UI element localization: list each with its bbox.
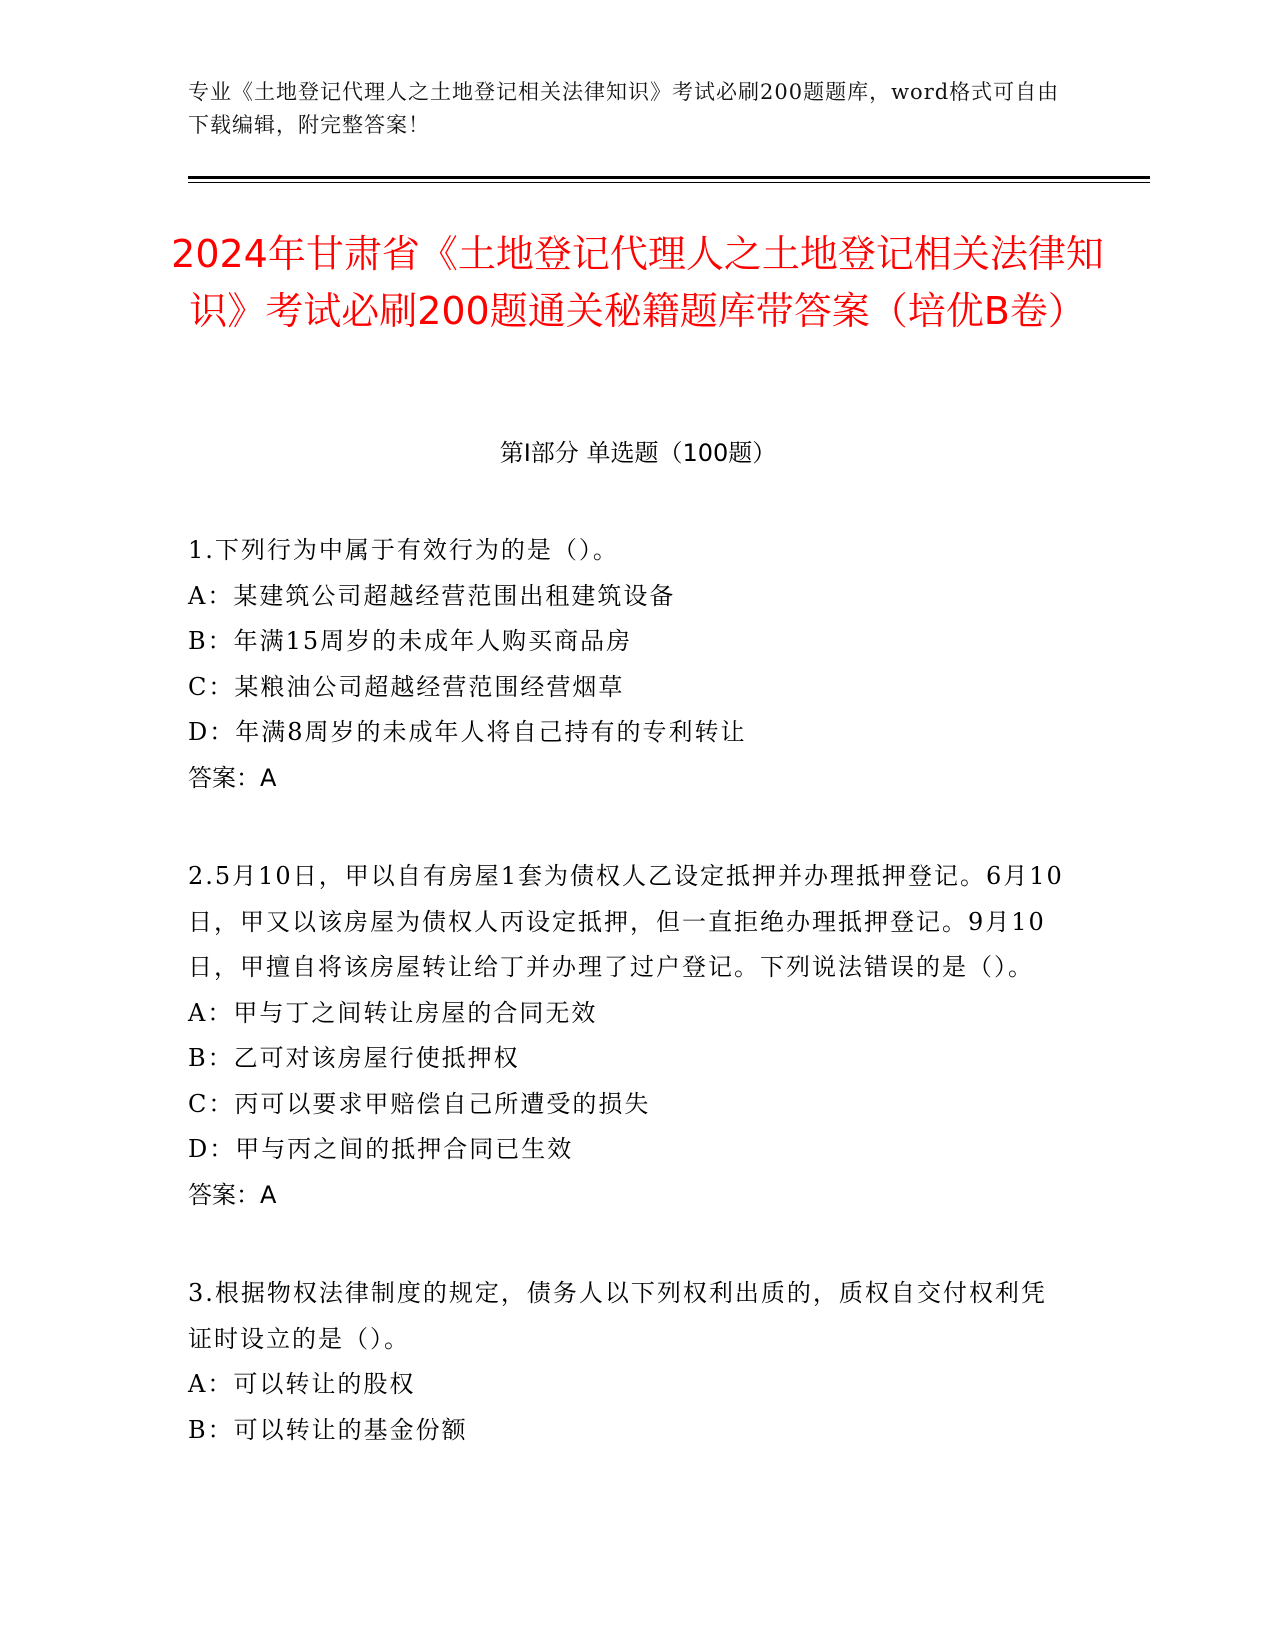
- question-2: [188, 854, 1068, 1218]
- option-c: C：丙可以要求甲赔偿自己所遭受的损失: [188, 1089, 651, 1118]
- document-title: 2024年甘肃省《土地登记代理人之土地登记相关法律知识》考试必刷200题通关秘籍题库带答案（培优B卷）: [171, 232, 1104, 333]
- option-c: C：某粮油公司超越经营范围经营烟草: [188, 672, 625, 701]
- question-3: [188, 1271, 1068, 1453]
- option-d: D：年满8周岁的未成年人将自己持有的专利转让: [188, 718, 747, 746]
- option-a: A：可以转让的股权: [188, 1370, 416, 1398]
- question-1: [188, 528, 1068, 801]
- answer: 答案：A: [188, 763, 277, 792]
- option-d: D：甲与丙之间的抵押合同已生效: [188, 1135, 574, 1163]
- header-divider-thick: [188, 176, 1150, 179]
- option-a: A：甲与丁之间转让房屋的合同无效: [188, 998, 598, 1027]
- header-note: 专业《土地登记代理人之土地登记相关法律知识》考试必刷200题题库，word格式可自由下载编辑，附完整答案！: [188, 80, 1060, 137]
- question-stem: 3.根据物权法律制度的规定，债务人以下列权利出质的，质权自交付权利凭证时设立的是（）。: [188, 1279, 1047, 1353]
- question-stem: 2.5月10日，甲以自有房屋1套为债权人乙设定抵押并办理抵押登记。6月10日，甲又以该房屋为债权人丙设定抵押，但一直拒绝办理抵押登记。9月10日，甲擅自将该房屋转让给丁并办理了过户登记。下列说法错误的是（）。: [188, 862, 1064, 981]
- option-b: B：可以转让的基金份额: [188, 1415, 468, 1444]
- question-stem: 1.下列行为中属于有效行为的是（）。: [188, 536, 619, 564]
- option-b: B：年满15周岁的未成年人购买商品房: [188, 627, 633, 655]
- option-b: B：乙可对该房屋行使抵押权: [188, 1044, 520, 1072]
- question-list: [188, 528, 1068, 1506]
- header-divider-thin: [188, 182, 1150, 183]
- option-a: A：某建筑公司超越经营范围出租建筑设备: [188, 581, 676, 610]
- section-heading: 第I部分 单选题（100题）: [499, 439, 777, 467]
- answer: 答案：A: [188, 1180, 277, 1209]
